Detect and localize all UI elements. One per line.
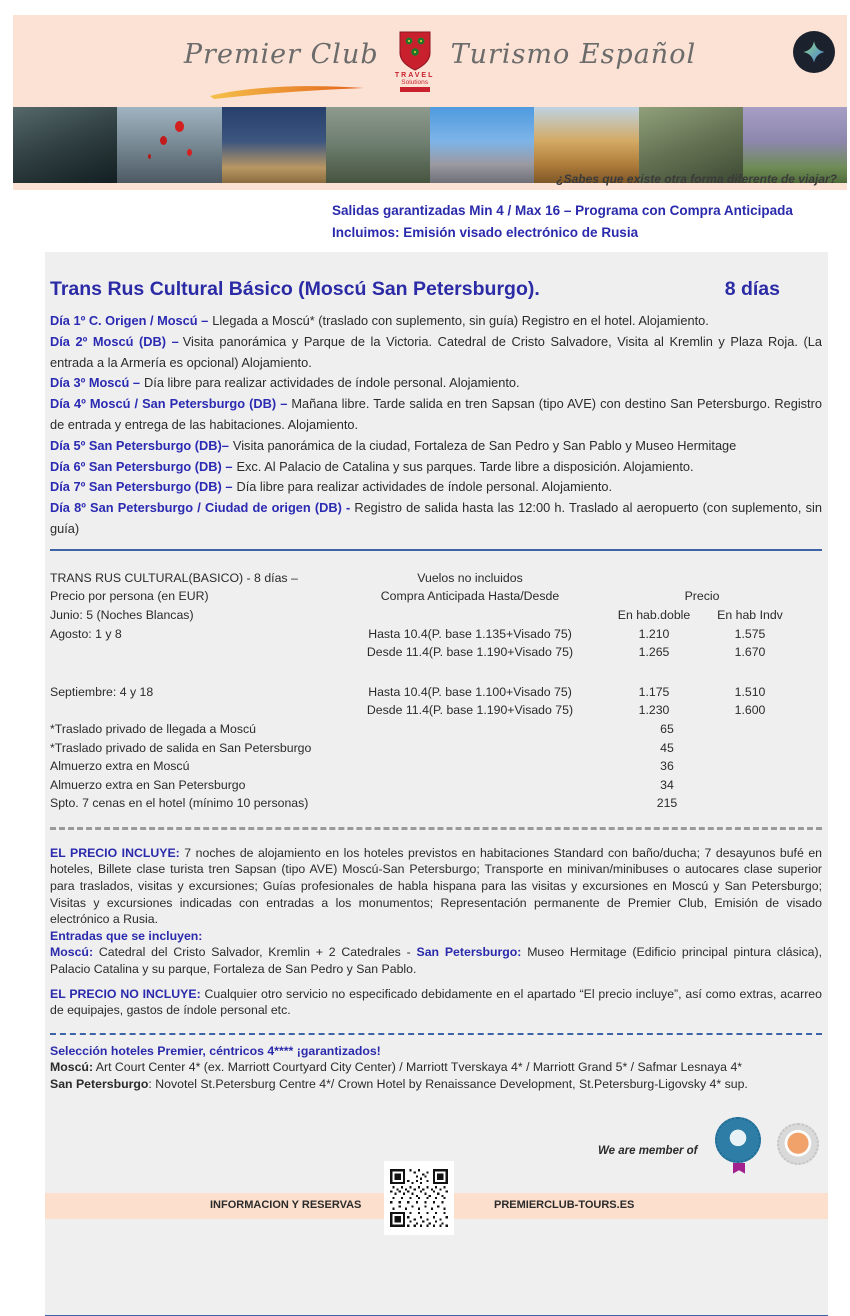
information-reservas-label: INFORMACION Y RESERVAS [210,1198,362,1211]
table-row: Desde 11.4(P. base 1.190+Visado 75) 1.265 1.670 [366,645,766,660]
itinerary-day-8: Día 8º San Petersburgo / Ciudad de origen (DB) - Registro de salida hasta las 12:00 h. Traslado al aeropuerto (con suplemento, sin guía) [50,500,822,536]
itinerary-day-2: Día 2º Moscú (DB) – Visita panorámica y Parque de la Victoria. Catedral de Cristo Salvadore, Visita al Kremlin y Plaza Roja. (La entrada a la Armería es opcional) Alojamiento. [50,333,822,370]
supplement-row: Almuerzo extra en San Petersburgo 34 [50,777,674,792]
photo-bridge-domes [430,107,534,183]
guarantee-banner [332,200,850,244]
table-row: Agosto: 1 y 8 Hasta 10.4(P. base 1.135+Visado 75) 1.210 1.575 [50,626,766,641]
photo-cathedral-aerial [326,107,430,183]
entradas-detail: Moscú: Catedral del Cristo Salvador, Kremlin + 2 Catedrales - San Petersburgo: Museo Hermitage (Edificio principal pintura clásica), Palacio Catalina y su parque, Fortaleza de San Pedro y San Pablo. [50,945,823,977]
badge-ribbon-icon [733,1163,745,1174]
page-title: Trans Rus Cultural Básico (Moscú San Petersburgo). [50,278,540,300]
entradas-title: Entradas que se incluyen: [50,928,203,943]
banner-line-2: Incluimos: Emisión visado electrónico de Rusia [332,225,639,240]
photo-fishermen [13,107,117,183]
brand-area [13,15,847,107]
crest-solutions-label: Solutions [401,79,428,86]
hotels-petersburg: San Petersburgo: Novotel St.Petersburg Centre 4*/ Crown Hotel by Renaissance Development, St.Petersburg-Ligovsky 4* sup. [50,1077,748,1092]
price-includes: EL PRECIO INCLUYE: 7 noches de alojamiento en los hoteles previstos en habitaciones Standard con baño/ducha; 7 desayunos bufé en hoteles, Billete clase turista tren Sapsan (tipo AVE) Moscú-San Petersburgo; Transporte en minivan/minibuses o autocares clase superior para traslados, visitas y excursiones; Guías profesionales de habla hispana para las visitas y excursiones en Moscú y San Petersburgo; Visitas y excursiones indicadas con entradas a los monumentos; Representación permanente de Premier Club, Emisión de visado electrónico a Rusia. [50,845,823,927]
supplement-row: Almuerzo extra en Moscú 36 [50,759,674,774]
itinerary-day-3: Día 3º Moscú – Día libre para realizar actividades de índole personal. Alojamiento. [50,375,520,391]
divider-blue [50,549,822,551]
website-link[interactable]: PREMIERCLUB-TOURS.ES [494,1198,635,1211]
table-row: Septiembre: 4 y 18 Hasta 10.4(P. base 1.100+Visado 75) 1.175 1.510 [50,684,766,699]
itinerary-day-1: Día 1º C. Origen / Moscú – Llegada a Moscú* (traslado con suplemento, sin guía) Registro en el hotel. Alojamiento. [50,313,709,328]
member-of-label: We are member of [598,1144,698,1157]
itinerary-day-4: Día 4º Moscú / San Petersburgo (DB) – Mañana libre. Tarde salida en tren Sapsan (tipo AVE) con destino San Petersburgo. Registro de entrada y entrega de las habitaciones. Alojamiento. [50,396,822,432]
membership-badge-icon [715,1117,761,1163]
hotels-title: Selección hoteles Premier, céntricos 4**** ¡garantizados! [50,1043,381,1058]
crest-travel-label: TRAVEL [394,72,435,79]
table-row: Desde 11.4(P. base 1.190+Visado 75) 1.230 1.600 [366,703,766,718]
crest-banner-strip [400,87,430,92]
header [13,15,847,190]
table-row: Precio por persona (en EUR) Compra Anticipada Hasta/Desde Precio [50,589,798,608]
itinerary [50,311,822,540]
duration-label: 8 días [724,278,780,300]
price-table [50,571,798,815]
star-icon[interactable] [793,31,835,73]
program-content [45,252,828,1316]
brand-name-left: Premier Club [183,39,379,70]
qr-code [384,1161,454,1235]
precio-header: Precio [684,589,720,604]
itinerary-day-5: Día 5º San Petersburgo (DB)– Visita panorámica de la ciudad, Fortaleza de San Pedro y San Pablo y Museo Hermitage [50,437,737,453]
title-row [50,278,822,301]
swoosh-graphic [208,83,368,101]
banner-line-1: Salidas garantizadas Min 4 / Max 16 – Programa con Compra Anticipada [332,203,793,218]
brand-crest-logo [393,31,437,92]
itinerary-day-6: Día 6º San Petersburgo (DB) – Exc. Al Palacio de Catalina y sus parques. Tarde libre a disposición. Alojamiento. [50,458,694,474]
price-not-includes: EL PRECIO NO INCLUYE: Cualquier otro servicio no especificado debidamente en el apartado “El precio incluye”, así como extras, acarreo de equipajes, gastos de índole personal etc. [50,986,822,1018]
supplement-row: Spto. 7 cenas en el hotel (mínimo 10 personas) 215 [50,796,678,811]
photo-city-wall-lanterns [117,107,221,183]
footer [50,1105,822,1275]
brand-name-right: Turismo Español [450,39,697,70]
supplement-row: *Traslado privado de salida en San Petersburgo 45 [50,740,674,755]
membership-seal-icon [777,1123,819,1165]
supplement-row: *Traslado privado de llegada a Moscú 65 [50,721,674,736]
table-row: Junio: 5 (Noches Blancas) En hab.doble En hab Indv [50,607,783,622]
photo-mosque-dusk [222,107,326,183]
itinerary-day-7: Día 7º San Petersburgo (DB) – Día libre para realizar actividades de índole personal. Alojamiento. [50,479,613,495]
divider-dashed-blue [50,1033,822,1035]
hotels-moscow: Moscú: Art Court Center 4* (ex. Marriott Courtyard City Center) / Marriott Tverskaya 4* / Marriott Grand 5* / Safmar Lesnaya 4* [50,1060,743,1075]
table-spacer-row [50,664,798,685]
brand-tagline: ¿Sabes que existe otra forma diferente de viajar? [556,172,837,186]
table-row: TRANS RUS CULTURAL(BASICO) - 8 días – Vuelos no incluidos [50,570,523,585]
divider-dashed-gray [50,827,822,830]
shield-icon [398,31,432,71]
